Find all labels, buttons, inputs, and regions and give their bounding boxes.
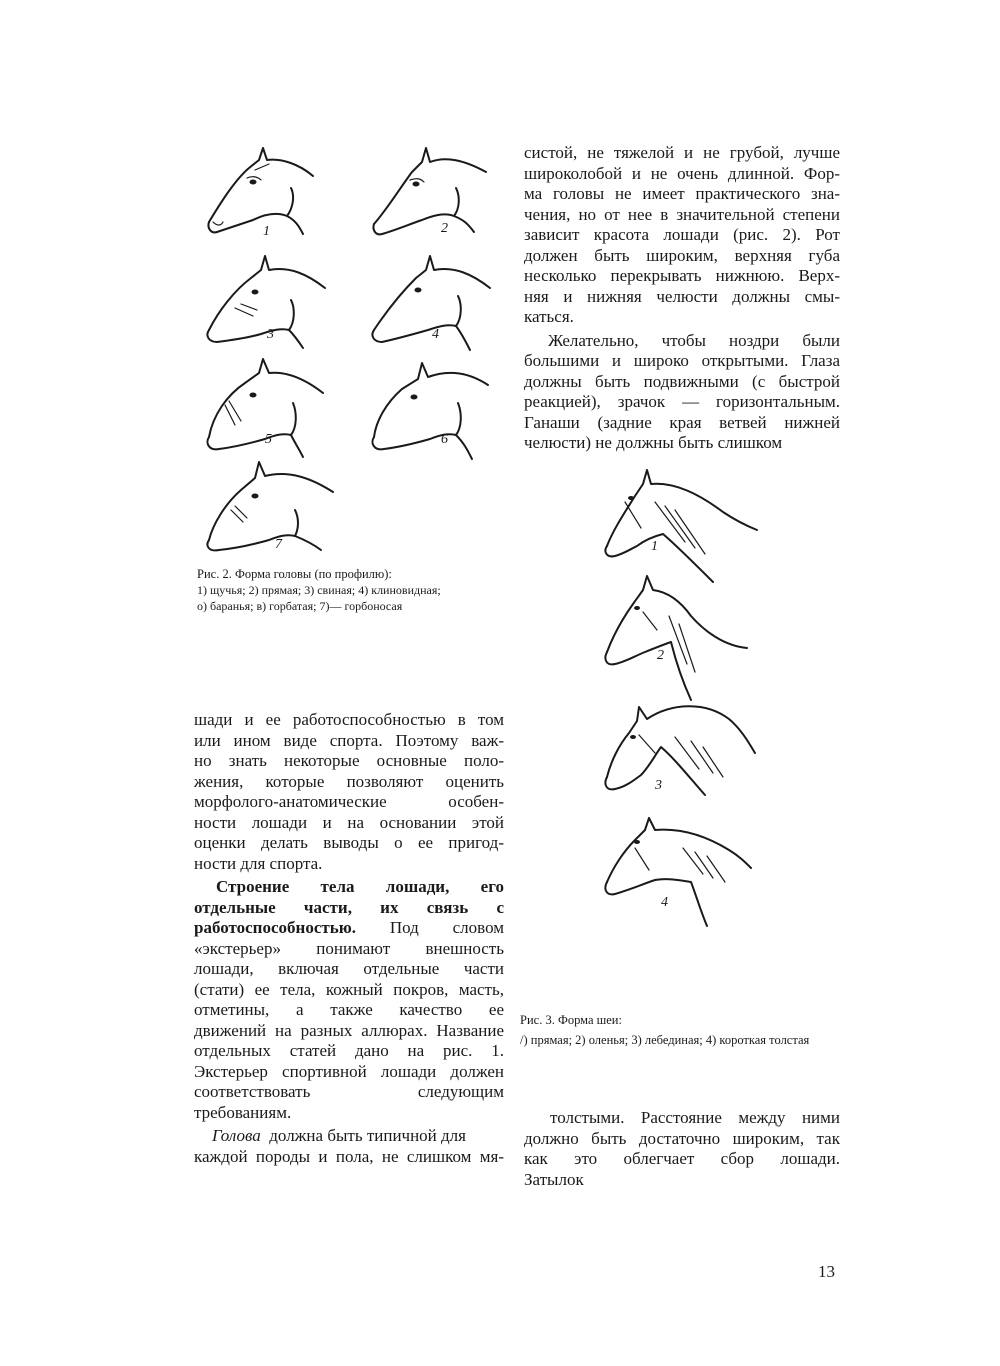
text-line: оценки делать выводы о ее пригод- [194,833,504,852]
fig3-label-2: 2 [657,648,664,663]
text-line: широколобой и не очень длинной. Фор- [524,163,840,183]
horse-head-7 [207,462,333,550]
text-line: Затылок [524,1169,584,1189]
text-line: няя и нижняя челюсти должны смы- [524,286,840,306]
fig3-label-3: 3 [655,778,662,793]
text-line: «экстерьер» понимают внешность [194,938,504,958]
text-line: отдельных статей дано на рис. 1. [194,1041,504,1060]
text-line: каждой породы и пола, не слишком мя- [194,1146,504,1166]
fig2-label-4: 4 [432,327,439,342]
text-line [194,1126,504,1147]
right-column-top-text [524,143,840,454]
text-line: Желательно, чтобы ноздри были [548,330,840,350]
text-line: (стати) ее тела, кожный покров, масть, [194,979,504,999]
text-line: большими и широко открытыми. Глаза [524,351,840,370]
figure-3-caption-title: Рис. 3. Форма шеи: [520,1013,622,1027]
text-line: систой, не тяжелой и не грубой, лучше [524,143,840,162]
figure-2-caption-body: 1) щучья; 2) прямая; 3) свиная; 4) клиновидная; о) баранья; в) горбатая; 7)— горбоносая [197,583,441,613]
text-line: отметины, а также качество ее [194,1000,504,1019]
fig2-label-5: 5 [265,432,272,447]
horse-neck-3 [605,706,755,795]
text-line: чения, но от нее в значительной степени [524,204,840,224]
horse-head-2 [373,148,486,234]
text-line: ности для спорта. [194,853,323,873]
text-line: ности лошади и на основании этой [194,812,504,832]
fig2-label-1: 1 [263,224,270,239]
fig3-label-1: 1 [651,539,658,554]
text-line: жения, которые позволяют оценить [194,771,504,791]
text-line: движений на разных аллюрах. Название [194,1020,504,1040]
text-line: несколько перекрывать нижнюю. Верх- [524,266,840,285]
text-line: или ином виде спорта. Поэтому важ- [194,730,504,750]
fig3-label-4: 4 [661,895,668,910]
text-line: толстыми. Расстояние между ними [550,1108,840,1127]
fig2-label-3: 3 [267,327,274,342]
text-line: соответствовать следующим [194,1082,504,1101]
text-line: Ганаши (задние края ветвей нижней [524,412,840,432]
right-column-bottom-text [524,1108,840,1190]
horse-head-1 [208,148,313,234]
text-line: шади и ее работоспособностью в том [194,710,504,729]
fig2-label-6: 6 [441,432,448,447]
figure-2-caption [197,566,447,614]
horse-neck-1 [605,470,757,582]
horse-neck-4 [605,818,751,926]
horse-head-6 [372,363,488,459]
horse-neck-2 [605,576,747,700]
figure-2-caption-title: Рис. 2. Форма головы (по профилю): [197,567,392,581]
left-column-bottom-text [194,710,504,1167]
section-heading: отдельные части, их связь с [194,897,504,917]
text-line: зависит красота лошади (рис. 2). Рот [524,225,840,244]
text-line: реакцией), зрачок — горизонтальным. [524,392,840,411]
fig2-label-7: 7 [275,537,282,552]
text-line: но знать некоторые основные поло- [194,751,504,770]
fig2-label-2: 2 [441,221,448,236]
text-line: должно быть достаточно широким, так [524,1128,840,1148]
heading-tail: Под словом [389,918,505,937]
text-line: должны быть подвижными (с быстрой [524,371,840,391]
text-line: ма головы не имеет практического зна- [524,184,840,203]
section-heading: работоспособностью. [194,918,356,937]
figure-3-caption-body: /) прямая; 2) оленья; 3) лебединая; 4) короткая толстая [520,1033,810,1047]
golova-word: Голова [212,1126,261,1145]
figure-3-caption [520,1012,820,1048]
text-line: Экстерьер спортивной лошади должен [194,1061,504,1081]
figure-2-head-shapes [195,130,515,560]
text-line: челюсти) не должны быть слишком [524,433,783,452]
text-line: морфолого-анатомические особен- [194,792,504,811]
golova-rest: должна быть типичной для [269,1126,466,1145]
text-line: должен быть широким, верхняя губа [524,245,840,265]
text-line: каться. [524,307,574,326]
text-line [194,918,504,939]
page-number: 13 [818,1262,835,1281]
section-heading: Строение тела лошади, его [216,877,504,896]
text-line: как это облегчает сбор лошади. [524,1149,840,1168]
text-line: лошади, включая отдельные части [194,959,504,978]
text-line: требованиям. [194,1102,292,1122]
figure-3-neck-shapes [595,462,775,952]
